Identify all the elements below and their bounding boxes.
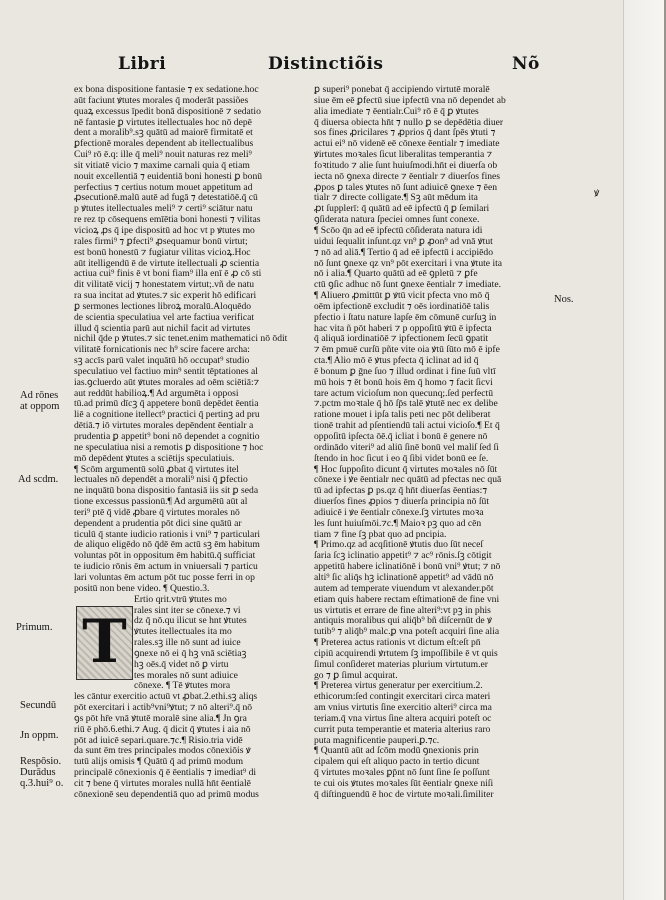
text-line: te cui ois ꝟtutes moꝛales ſūt ēentialr ꝯnexe niſi: [314, 779, 494, 789]
text-line: aūt faciunt ꝟtutes morales q̄ moderāt passiões: [74, 95, 249, 106]
text-line: de scientia speculatiua vel arte factiua verificat: [74, 312, 255, 323]
running-head-left: Libri: [118, 54, 167, 74]
margin-note-ad-rones: Ad rōnes: [20, 390, 59, 401]
text-line: ¶ Primo.qz ad acqſitionē ꝟtutis duo ſūt neceſ: [314, 540, 484, 551]
text-line: vilitatē fornicationis nec h⁹ scire facere archa:: [74, 345, 250, 356]
text-line: ⁊ ēm pmuē curſū pñte vite oia ꝟtū ſūto mō ē ipfe: [314, 345, 500, 356]
text-line: tialr ⁊ directe colligate.¶ Sꝫ aūt mēdum ita: [314, 193, 478, 204]
text-line: nō i alia.¶ Quarto quātū ad eē ꝯpletū ⁊ ꝑfe: [314, 269, 478, 280]
text-line: cipiū acquirendi ꝟrtutem ſꝫ impoſſibile ē vt quis: [314, 648, 498, 659]
text-line: aut reddūt habilioꝝ.¶ Ad argumēta i opposi: [74, 388, 239, 399]
text-line: oēm ipfectionē excludit ⁊ oēs iordinatiōē talis: [314, 301, 490, 312]
text-line: tione excessus passionū.¶ Ad argumētū aūt al: [74, 497, 248, 508]
text-line: ne speculatiua nisi a remotis ꝑ dispositione ⁊ hoc: [74, 442, 264, 453]
text-line: principalē cōnexionis q̄ ē ēentialis ⁊ imediat⁹ di: [74, 768, 257, 779]
text-line: teri⁹ ptē q̄ vidē ꝓbare q̄ virtutes morales nō: [74, 507, 240, 518]
margin-note-primum: Primum.: [16, 622, 53, 633]
text-line: ꝓpos ꝑ tales ꝟtutes nō ſunt adiuicē ꝯnexe ⁊ ēen: [314, 182, 497, 193]
text-line: iecta nō ꝯnexa directe ⁊ ēentialr ⁊ diuerſos fines: [314, 171, 501, 182]
text-line: nouit excellentiā ⁊ euidentiā boni honesti ꝑ bonū: [74, 171, 263, 182]
text-line: ratione mouet i ipſa talis peti nec pōt deliberat: [314, 410, 491, 421]
text-line: ꝯnexe nō ei q̄ hꝫ vnā sciētiaꝫ: [134, 648, 247, 659]
text-line: sꝫ accīs parū valet inquātū hō occupat⁹ studio: [74, 356, 250, 367]
margin-note-nos: Nos.: [554, 294, 574, 305]
text-line: ¶ Preterea actus rationis vt dictum eſt:eſt pn̄: [314, 638, 481, 649]
text-line: ne inquātū bona dispositio fantasiā iis sit ꝑ seda: [74, 486, 259, 497]
decorated-initial-letter: [76, 606, 133, 680]
text-line: pōt ad iuicē separi.quare.⁊c.¶ Risio.tria vidē: [74, 735, 243, 746]
text-line: puta magnificentie pauperi.ꝑ.⁊c.: [314, 735, 440, 746]
text-line: mō depēdent ꝟtutes a sciētijs speculatiuis.: [74, 453, 235, 464]
text-line: positū non bene video. ¶ Questio.3.: [74, 583, 210, 594]
margin-mark-right: ꝟ: [594, 188, 600, 199]
text-line: autem ad temperate viuendum vt alexander.pōt: [314, 583, 494, 594]
text-line: ⁊.pctm moꝛtale q̄ hō ſp̄s talē ꝟtutē nec ex delibe: [314, 399, 498, 410]
margin-note-duradus: Durādus: [20, 767, 56, 778]
text-line: ordinādo viteri⁹ ad aliū ſinē bonū vel maliſ ſed ſi: [314, 442, 499, 453]
text-line: lari voluntas ēm actum pōt tuc posse ferri in op: [74, 572, 255, 583]
text-line: cōnexe. ¶ Tē ꝟtutes mora: [134, 681, 231, 692]
text-line: Ertio qrit.vtrū ꝟtutes mo: [134, 594, 227, 605]
text-line: dz q̄ nō.qu ilicut se hnt ꝟtutes: [134, 616, 247, 627]
text-line: actiua cui⁹ finis ē vt boni fiam⁹ illa enī ē ꝓ cō sti: [74, 269, 262, 280]
text-line: nō ſunt ꝯnexe qz vn⁹ pōt exercitari i vna ꝟtute ita: [314, 258, 503, 269]
text-line: illud q̄ scientia parū aut nichil facit ad virtutes: [74, 323, 251, 334]
margin-note-in-oppm: Jn oppm.: [20, 730, 59, 741]
text-line: cipalem qui eſt aliquo pacto in tertio dicunt: [314, 757, 480, 768]
running-head-center: Distinctiõis: [268, 54, 384, 74]
text-line: tutū alijs omisis ¶ Quātū q̄ ad primū modum: [74, 757, 244, 768]
text-line: currit puta temperantie et materia alterius raro: [314, 724, 491, 735]
text-line: pōt exercitari i actib⁹vni⁹ꝟtut; ⁊ nō alteri⁹.q̄ nō: [74, 703, 253, 714]
text-line: alia imediate ⁊ ēentialr.Cui⁹ rō ē q̄ ꝑ ꝟtutes: [314, 106, 479, 117]
text-line: tionē traḣit ad pſentiendū tali actui vicioſo.¶ Et q̄: [314, 421, 500, 432]
text-line: ¶ Aliuero ꝓmittūt ꝑ ꝟtū vicit pfecta vno mō q̄: [314, 291, 490, 302]
text-line: go ⁊ ꝑ ſimul acquirat.: [314, 670, 398, 681]
text-line: diuerſos fines ꝓpios ⁊ diuerſa principia nō ſūt: [314, 497, 489, 508]
text-line: da sunt ēm tres principales modos cōnexiōis ꝟ: [74, 746, 251, 757]
initial-letter: T: [82, 607, 127, 677]
text-line: us virtutis et errare de fine alteri⁹:vt pꝫ in phis: [314, 605, 491, 616]
text-line: riū ē phō.6.ethi.⁊ Aug. q̄ dicit q̄ ꝟtutes i aia nō: [74, 724, 251, 735]
text-line: cit ⁊ bene q̄ virtutes morales nullā hn̄t ēentialē: [74, 779, 251, 789]
text-line: cta.¶ Alio mō ē ꝟtus pfecta q̄ iclinat ad id q̄: [314, 356, 479, 367]
text-line: les cāntur exercitio actuū vt ꝓbat.2.ethi.sꝫ aliqs: [74, 692, 258, 703]
text-line: tū.ad primū dīcꝫ q̄ appetere bonū depēdet ēentia: [74, 399, 259, 410]
text-line: ethicorum:ſed contingit exercitari circa materi: [314, 692, 491, 703]
text-line: ¶ Scōo q̄n ad eē ipfectū cōſiderata natura idi: [314, 225, 483, 236]
text-line: hꝫ oēs.q̄ videt nō ꝑ virtu: [134, 659, 229, 670]
text-line: tutib⁹ ⁊ aliq̄b⁹ malc.ꝑ vna poteſt acquiri ſine alia: [314, 627, 500, 638]
text-line: cōnexe i ꝟe ēentialr nec quātū ad pfectas nec quā: [314, 475, 502, 486]
text-line: q̄ aliquā iordinatiōē ⁊ ipfectionem ſecū ꝯpatit: [314, 334, 489, 345]
text-line: ꝯs pōt hr̄e vnā ꝟtutē moralē sine alia.¶ Jn ꝯra: [74, 713, 247, 724]
text-line: dent a moralib⁹.sꝫ quātū ad maiorē firmitatē et: [74, 128, 253, 139]
text-line: nē fantasie ꝑ virtutes itellectuales hoc nō depē: [74, 117, 252, 128]
text-line: les ſunt huiuſmōi.⁊c.¶ Maioꝛ pꝫ quo ad cēn: [314, 518, 482, 529]
text-line: dependent a prudentia pōt dici sine quātū ar: [74, 518, 242, 529]
text-line: ¶ Scōm argumentū solū ꝓbat q̄ virtutes itel: [74, 464, 239, 475]
text-line: siue ēm eē ꝑfectū siue ipfectū vna nō dependet ab: [314, 95, 506, 106]
text-line: ticulū q̄ stante iudicio rationis i vni⁹ ⁊ particulari: [74, 529, 261, 540]
margin-note-resposio: Respōsio.: [20, 756, 62, 767]
text-line: q̄ diſtinguendū ē hoc de virtute moꝛali.ſimiliter: [314, 789, 494, 800]
text-line: am vnius virtutis ſine exercitio alteri⁹ circa ma: [314, 703, 492, 714]
text-line: ¶ Quantū aūt ad ſcōm modū ꝯnexionis prin: [314, 746, 479, 757]
running-head-right: Nõ: [512, 54, 540, 74]
margin-note-at-oppom: at oppom: [20, 401, 60, 412]
text-line: ꝑ superi⁹ ponebat q̄ accipiendo virtutē moralē: [314, 85, 490, 95]
text-line: re rez tp cōsequens emīētia boni honesti ⁊ vilitas: [74, 215, 261, 226]
text-line: ⁊ nō ad aliā.¶ Tertio q̄ ad eē ipfectū i accipiēdo: [314, 247, 494, 258]
text-line: ¶ Preterea virtus generatur per exercitium.2.: [314, 681, 483, 692]
text-line: q̄ virtutes moꝛales ꝑp̄nt nō ſunt ſine ſe poſſunt: [314, 768, 490, 779]
text-line: mū hois ⁊ ēt bonū hois ēm q̄ homo ⁊ facit ſicvi: [314, 377, 493, 388]
text-line: aūt itelligendū ē de virtute itellectuali ꝓ scientia: [74, 258, 260, 269]
text-line: adiuicē i ꝟe ēentialr cōnexe.ſꝫ virtutes moꝛa: [314, 507, 484, 518]
text-line: sit vitiatē vicio ⁊ maxime carnali quia q̄ etiam: [74, 160, 250, 171]
text-line: vicioꝝ ꝓs q̄ ipe dispositū ad hoc vt p ꝟtutes mo: [74, 225, 255, 236]
text-line: dētiā.⁊ iō virtutes morales depēndent ēentialr a: [74, 421, 254, 432]
text-line: nichil q̄de p ꝟtutes.⁊ sic tenet.enim mathematici nō ōdit: [74, 334, 288, 345]
text-line: est bonū honestū ⁊ fugiatur vilitas vicioꝝ.Hoc: [74, 247, 251, 258]
text-line: uidui ſequalit inſunt.qz vn⁹ ꝑ ꝓon⁹ ad vnā ꝟtut: [314, 236, 493, 247]
left-text-column: [74, 85, 306, 801]
page-edge: [623, 0, 666, 900]
text-line: ꝯſiderata natura ſpeciei omnes ſunt conexe.: [314, 215, 480, 226]
margin-note-secundum: Secundū: [20, 700, 57, 711]
text-line: ſtendo in hoc ſicut i eo q̄ ſibi videt bonū ee ſe.: [314, 453, 489, 464]
text-line: q̄ diuersa obiecta hn̄t ⁊ nullo ꝑ se depēdētia diuer: [314, 117, 504, 128]
text-line: ſimul conſideret materias plurium virtutum.er: [314, 659, 488, 670]
text-line: quaꝝ excessus īpedit bonā dispositionē ⁊ sedatio: [74, 106, 261, 117]
text-line: Cui⁹ rō ē.q: ille q̄ meli⁹ nouit naturas rez meli⁹: [74, 150, 252, 161]
text-line: foꝛtitudo ⁊ alie ſunt huiuſmodi.hn̄t ei diuerſa ob: [314, 160, 498, 171]
text-line: lectuales nō dependēt a morali⁹ nisi q̄ ꝑfectio: [74, 475, 248, 486]
text-line: prudentia ꝑ appetit⁹ boni nō dependet a cognitio: [74, 432, 260, 442]
text-line: hac vita ñ pōt haberi ⁊ p oppoſitū ꝟtū ē ipfecta: [314, 323, 492, 334]
text-line: sos fines ꝓricilares ⁊ ꝓprios q̄ dant ſpēs ꝟtuti ⁊: [314, 128, 496, 139]
text-line: perfectius ⁊ certius notum mouet appetitum ad: [74, 182, 253, 193]
text-line: tiam ⁊ fine ſꝫ pbat quo ad pncipia.: [314, 529, 447, 540]
text-line: ꝓt ſupplerī: q̄ quātū ad eē ipfectū q̄ ꝑ ſemilari: [314, 204, 490, 215]
text-line: tū ad ipfectas ꝑ ps.qz q̄ hn̄t diuerſas ēentias:⁊: [314, 486, 488, 497]
text-line: etiam quis habere rectam eſtimationē de fine vni: [314, 594, 500, 605]
text-line: liē a cognitione itellect⁹ practici q̄ pertinꝫ ad pru: [74, 410, 260, 421]
text-line: rales.sꝫ ille nō sunt ad iuice: [134, 638, 241, 649]
right-text-column: [314, 85, 552, 801]
text-line: ſaria ſcꝫ iclinatio appetit⁹ ⁊ ac⁹ rōnis.ſꝫ cōtigit: [314, 551, 492, 562]
text-line: pfectio i ſtatu nature lapſe ēm cōmunē curſuꝫ in: [314, 312, 497, 323]
text-line: tare actum vicioſum non quecunq;.ſed perfectū: [314, 388, 494, 399]
text-line: ꝟirtutes moꝛales ſicut liberalitas temperantia ⁊: [314, 150, 493, 161]
text-line: de aliquo eligēdo nō q̄dē ēm actū sꝫ ēm habitum: [74, 540, 260, 551]
text-line: ꝑfectionē morales dependent ab itellectualibus: [74, 139, 254, 150]
text-line: p ꝟtutes itellectuales meli⁹ ⁊ certi⁹ sciātur natu: [74, 204, 253, 215]
text-line: tes morales nō sunt adiuice: [134, 670, 238, 681]
margin-note-q3: q.3.hui⁹ o.: [20, 778, 64, 789]
text-line: ē bonum ꝑ ḡne ſuo ⁊ illud ordinat i fine ſuū vltī: [314, 366, 496, 377]
text-line: ¶ Hoc ſuppoſito dicunt q̄ virtutes moꝛales nō ſūt: [314, 464, 498, 475]
text-line: ꝟtutes itellectuales ita mo: [134, 627, 232, 638]
text-line: rales firmi⁹ ⁊ ꝑfecti⁹ ꝓsequamur bonū virtut;: [74, 236, 248, 247]
text-line: speculatiuo vel factiuo min⁹ sentit tēptationes al: [74, 366, 258, 377]
text-line: appetitū habere iclinatiōnē i bonū vni⁹ ꝟtut; ⁊ nō: [314, 562, 501, 573]
text-line: ias.ꝯcluerdo aūt ꝟtutes morales ad oēm sciētiā:⁊: [74, 377, 260, 388]
text-line: rales sint iter se cōnexe.⁊ vi: [134, 605, 241, 616]
text-line: voluntas pōt in oppositum ēm habitū.q̄ sufficiat: [74, 551, 256, 562]
text-line: alti⁹ ſic aliq̄s hꝫ iclinationē appetit⁹ ad vādū nō: [314, 572, 494, 583]
margin-note-ad-scdm: Ad scdm.: [18, 474, 59, 485]
text-line: cōnexionē seu dependentiā quo ad primū modus: [74, 789, 259, 800]
text-line: actui ei⁹ nō videnē eē cōnexe ēentialr ⁊ imediate: [314, 139, 500, 150]
text-line: ꝑ sermones lectiones libroꝝ moralū.Aloquēdo: [74, 301, 252, 312]
text-line: ꝓsecutionē.malū autē ad fugā ⁊ detestatiōē.q̄ cū: [74, 193, 258, 204]
text-line: ctū ꝯſic adhuc nō ſunt ꝯnexe ēentialr ⁊ imediate.: [314, 280, 501, 291]
text-line: antiquis moralibus qui aliq̄b⁹ bñ diſcernūt de ꝟ: [314, 616, 492, 627]
text-line: te iudicio rōnis ēm actum in vniuersali ⁊ particu: [74, 562, 258, 573]
text-line: teriam.q̄ vna virtus ſine altera acquiri poteſt oc: [314, 713, 492, 724]
text-line: ex bona dispositione fantasie ⁊ ex sedatione.hoc: [74, 85, 259, 95]
text-line: oppoſitū ipſecta ōē.q̄ icliat i bonū ē genere nō: [314, 432, 488, 442]
text-line: dit vilitatē vicij ⁊ honestatem virtut;.vñ de natu: [74, 280, 255, 291]
text-line: ra sua incitat ad ꝟtutes.⁊ sic experit hō edificari: [74, 291, 257, 302]
